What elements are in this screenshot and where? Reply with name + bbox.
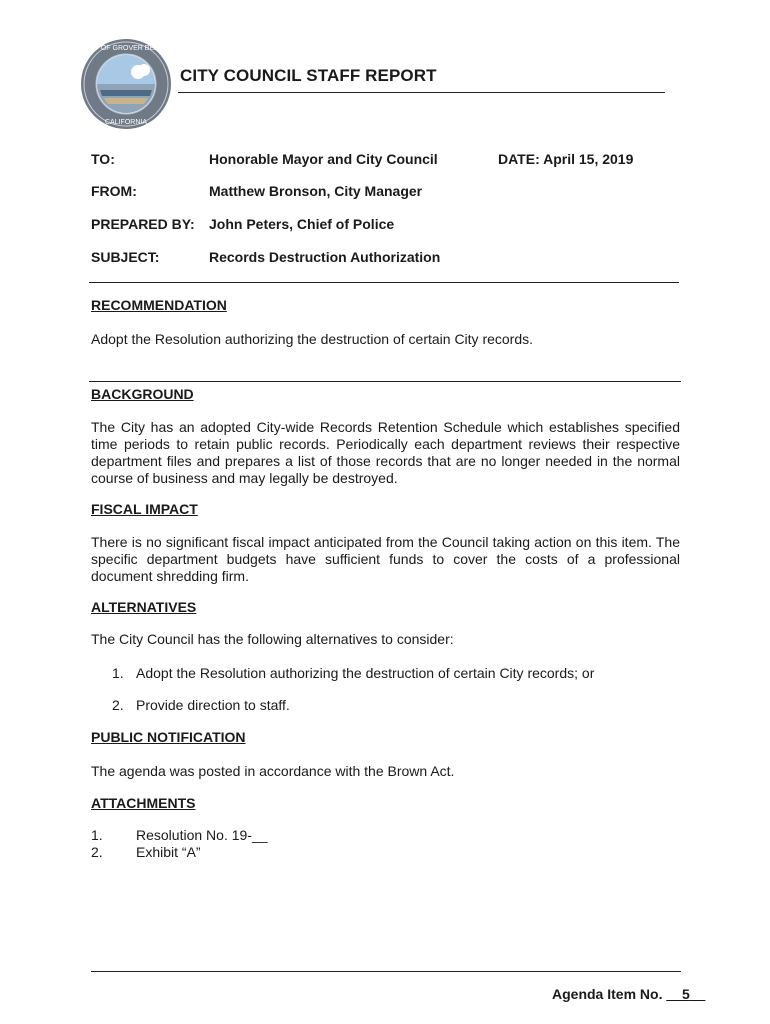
- alternative-number: 2.: [112, 697, 124, 713]
- background-heading: BACKGROUND: [91, 386, 194, 402]
- from-value: Matthew Bronson, City Manager: [209, 183, 423, 199]
- attachment-text: Resolution No. 19-__: [136, 827, 268, 843]
- footer-divider: [91, 971, 681, 972]
- city-seal-icon: [80, 38, 172, 130]
- to-value: Honorable Mayor and City Council: [209, 151, 438, 167]
- header-divider: [89, 282, 679, 283]
- alternatives-heading: ALTERNATIVES: [91, 599, 197, 615]
- public-notification-text: The agenda was posted in accordance with the Brown Act.: [91, 763, 455, 779]
- report-date: DATE: April 15, 2019: [498, 151, 634, 167]
- section-divider: [89, 381, 681, 382]
- recommendation-text: Adopt the Resolution authorizing the destruction of certain City records.: [91, 331, 534, 347]
- alternative-text: Adopt the Resolution authorizing the destruction of certain City records; or: [136, 665, 595, 681]
- seal-lettering-bottom: CALIFORNIA: [104, 119, 148, 126]
- public-notification-heading: PUBLIC NOTIFICATION: [91, 729, 246, 745]
- prepared-by-value: John Peters, Chief of Police: [209, 216, 395, 232]
- agenda-item-prefix: __: [666, 986, 682, 1002]
- background-text: The City has an adopted City-wide Records Retention Schedule which establishes specified time periods to retain public records. Periodically each department reviews their respective department files and prepares a list of those records that are no longer needed in the normal course of business and may legally be destroyed.: [91, 419, 680, 486]
- fiscal-impact-text: There is no significant fiscal impact anticipated from the Council taking action on this item. The specific department budgets have sufficient funds to cover the costs of a professional document shredding firm.: [91, 534, 680, 584]
- attachment-text: Exhibit “A”: [136, 844, 201, 860]
- agenda-item-suffix: __: [689, 986, 706, 1002]
- attachments-heading: ATTACHMENTS: [91, 795, 196, 811]
- title-underline: [178, 92, 665, 93]
- prepared-by-label: PREPARED BY:: [91, 216, 195, 232]
- attachment-number: 1.: [91, 827, 103, 843]
- alternative-number: 1.: [112, 665, 124, 681]
- subject-value: Records Destruction Authorization: [209, 249, 441, 265]
- recommendation-heading: RECOMMENDATION: [91, 297, 227, 313]
- seal-lettering: CITY OF GROVER BEACH: [83, 45, 169, 52]
- agenda-item-label: Agenda Item No.: [552, 986, 667, 1002]
- report-title: CITY COUNCIL STAFF REPORT: [180, 66, 437, 85]
- attachment-number: 2.: [91, 844, 103, 860]
- from-label: FROM:: [91, 183, 137, 199]
- fiscal-impact-heading: FISCAL IMPACT: [91, 501, 198, 517]
- to-label: TO:: [91, 151, 115, 167]
- subject-label: SUBJECT:: [91, 249, 160, 265]
- alternative-text: Provide direction to staff.: [136, 697, 290, 713]
- agenda-item-number: [552, 986, 705, 1002]
- agenda-item-value: 5: [681, 986, 690, 1002]
- alternatives-intro: The City Council has the following alternatives to consider:: [91, 631, 454, 647]
